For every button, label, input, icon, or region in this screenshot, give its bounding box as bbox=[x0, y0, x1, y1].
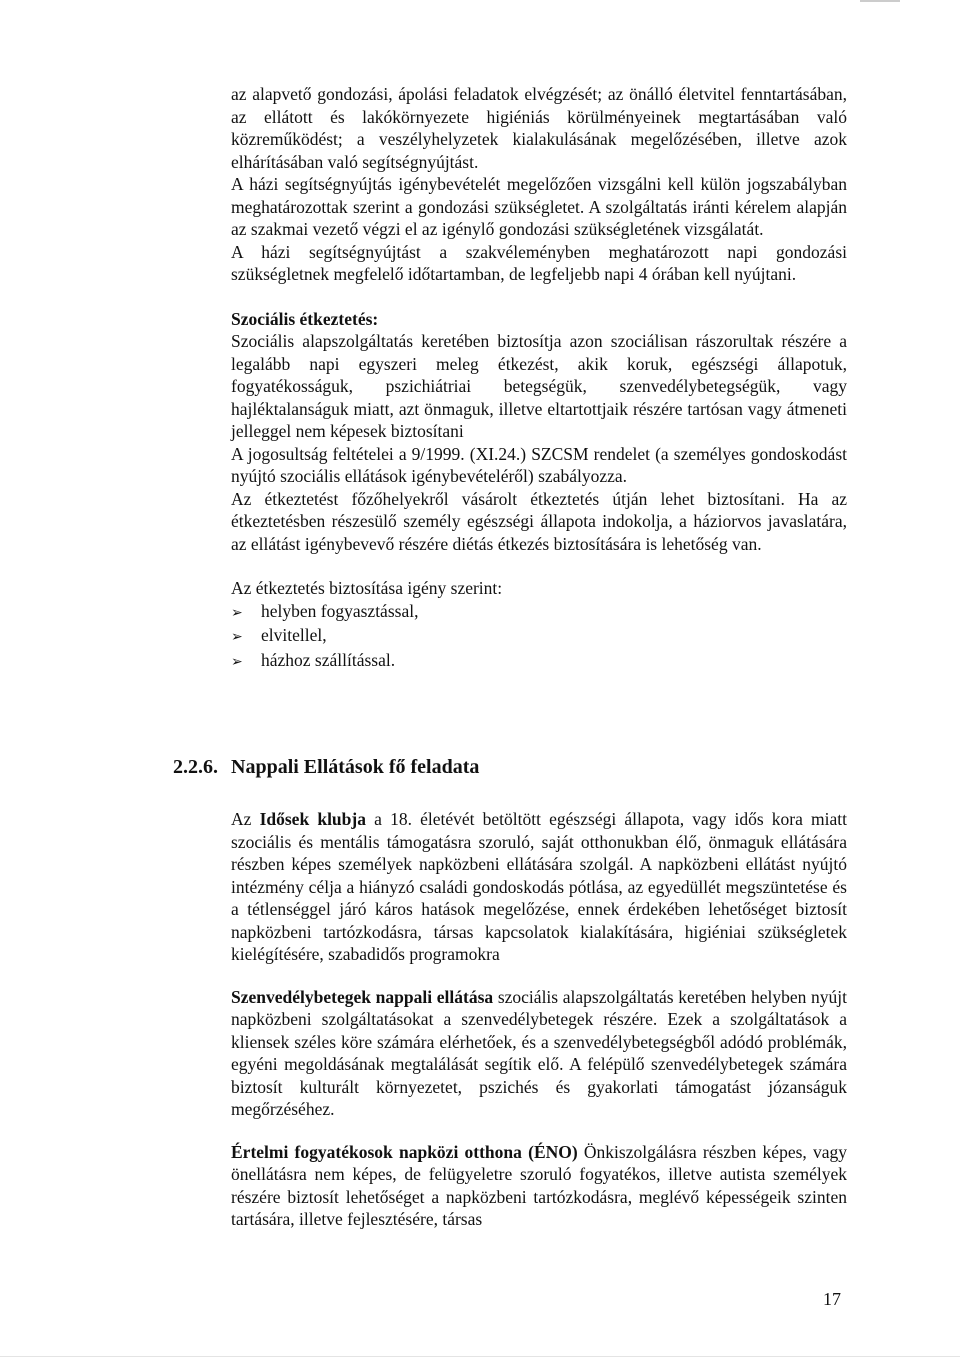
list-item: ➢ elvitellel, bbox=[231, 624, 847, 649]
scan-top-mark bbox=[860, 0, 900, 2]
paragraph-catering-options-intro: Az étkeztetés biztosítása igény szerint: bbox=[231, 578, 503, 598]
catering-options-list bbox=[231, 600, 847, 674]
paragraph-social-catering-desc: Szociális alapszolgáltatás keretében biztosítja azon szociálisan rászorultak részére a legalább napi egyszeri meleg étkezést, akik koruk, egészségi állapotuk, fogyatékosságuk, pszichiátriai betegségük, szenvedélybetegségük, vagy hajléktalanságuk miatt, azt önmaguk, illetve eltartottjaik részére tartósan vagy átmeneti jelleggel nem képesek biztosítani bbox=[231, 331, 847, 441]
section-title: Nappali Ellátások fő feladata bbox=[231, 756, 480, 778]
paragraph-home-care-tasks: az alapvető gondozási, ápolási feladatok elvégzését; az önálló életvitel fenntartásában, az ellátott és lakókörnyezete higiéniás körülményeinek megtartásában való közreműködést; a veszélyhelyzetek kialakulásának megelőzésében, illetve azok elhárításában való segítségnyújtást. bbox=[231, 84, 847, 172]
arrow-bullet-icon: ➢ bbox=[231, 604, 243, 621]
section-heading bbox=[173, 754, 479, 780]
paragraph-social-catering-eligibility: A jogosultság feltételei a 9/1999. (XI.24.) SZCSM rendelet (a személyes gondoskodást nyújtó szociális ellátások igénybevételéről) szabályozza. bbox=[231, 443, 847, 486]
list-item: ➢ helyben fogyasztással, bbox=[231, 600, 847, 625]
paragraph-addiction-day-care: Szenvedélybetegek nappali ellátása szociális alapszolgáltatás keretében helyben nyújt napközbeni szolgáltatásokat a szenvedélybetegek részére. Ezek a szolgáltatások a kliensek széles köre számára elérhetőek, és a szenvedélybetegségből adódó problémák, egyéni megoldásának megtalálását segítik elő. A felépülő szenvedélybetegek számára biztosít kulturált környezetet, pszichés és gyakorlati támogatást józanságuk megőrzéséhez. bbox=[231, 986, 847, 1119]
paragraph-eno: Értelmi fogyatékosok napközi otthona (ÉNO) Önkiszolgálásra részben képes, vagy önellátásra nem képes, de felügyeletre szoruló fogyatékos, illetve autista személyek részére biztosít lehetőséget a napközbeni tartózkodásra, meglévő képességeik szinten tartására, illetve fejlesztésére, társas bbox=[231, 1141, 848, 1229]
heading-social-catering: Szociális étkeztetés: bbox=[231, 308, 379, 329]
list-item: ➢ házhoz szállítással. bbox=[231, 649, 847, 674]
arrow-bullet-icon: ➢ bbox=[231, 629, 243, 645]
section-number: 2.2.6. bbox=[173, 756, 218, 778]
main-text bbox=[231, 83, 847, 673]
paragraph-elderly-club: Az Idősek klubja a 18. életévét betöltött egészségi állapota, vagy idős kora miatt szociális és mentális támogatásra szoruló, saját otthonukban élő, önmaguk ellátására részben képes személyek napközbeni ellátására szolgál. A napközbeni ellátást nyújtó intézmény célja a hiányzó családi gondoskodás pótlása, az egyedüllét megszüntetése és a tétlenséggel járó káros hatások megelőzése, ennek érdekében lehetőséget biztosít napközbeni tartózkodásra, társas kapcsolatok kialakítására, higiéniai szükségletek kielégítésére, szabadidős programokra bbox=[231, 809, 848, 964]
term-eno: Értelmi fogyatékosok napközi otthona (ÉNO) bbox=[231, 1141, 578, 1162]
page-number: 17 bbox=[823, 1289, 841, 1309]
paragraph-home-care-duration: A házi segítségnyújtást a szakvéleményben meghatározott napi gondozási szükségletnek megfelelő időtartamban, de legfeljebb napi 4 órában kell nyújtani. bbox=[231, 241, 847, 284]
term-addiction-day-care: Szenvedélybetegek nappali ellátása bbox=[231, 986, 494, 1007]
arrow-bullet-icon: ➢ bbox=[231, 653, 243, 670]
term-elderly-club: Idősek klubja bbox=[259, 809, 366, 829]
paragraph-home-care-assessment: A házi segítségnyújtás igénybevételét megelőzően vizsgálni kell külön jogszabályban meghatározottak szerint a gondozási szükségletet. A szolgáltatás iránti kérelem alapján az szakmai vezető végzi el az igénylő gondozási szükségletének vizsgálatát. bbox=[231, 174, 847, 239]
day-care-text bbox=[231, 808, 847, 1231]
paragraph-social-catering-diet: Az étkeztetést főzőhelyekről vásárolt étkeztetés útján lehet biztosítani. Ha az étkeztetésben részesülő személy egészségi állapota indokolja, a háziorvos javaslatára, az ellátást igénybevevő részére diétás étkezés biztosítására is lehetőség van. bbox=[231, 488, 847, 554]
scan-bottom-mark bbox=[0, 1356, 960, 1357]
